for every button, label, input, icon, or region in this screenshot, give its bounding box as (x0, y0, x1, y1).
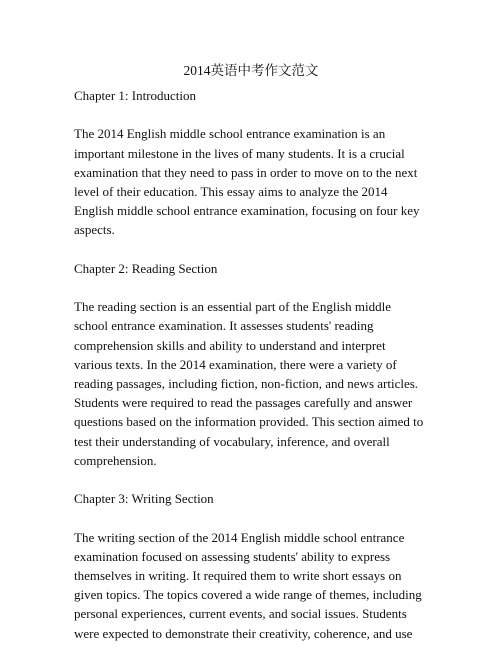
paragraph-line: important milestone in the lives of many students. It is a crucial (74, 145, 405, 161)
section-heading-reading: Chapter 2: Reading Section (74, 260, 218, 276)
paragraph-line: given topics. The topics covered a wide range of themes, including (74, 587, 422, 603)
section-heading-writing: Chapter 3: Writing Section (74, 491, 214, 507)
document-title: 2014英语中考作文范文 (183, 63, 319, 78)
paragraph-line: Students were required to read the passages carefully and answer (74, 395, 413, 411)
paragraph-line: English middle school entrance examination, focusing on four key (74, 203, 420, 219)
paragraph-line: examination focused on assessing students' ability to express (74, 548, 391, 564)
paragraph-line: The reading section is an essential part of the English middle (74, 299, 391, 315)
paragraph-line: examination that they need to pass in order to move on to the next (74, 164, 418, 180)
paragraph-line: questions based on the information provided. This section aimed to (74, 414, 424, 430)
section-paragraph-reading (74, 297, 436, 470)
section-paragraph-writing (74, 528, 436, 643)
paragraph-line: test their understanding of vocabulary, inference, and overall (74, 433, 390, 449)
paragraph-line: were expected to demonstrate their creativity, coherence, and use (74, 625, 413, 641)
document-body (74, 86, 436, 662)
paragraph-line: The 2014 English middle school entrance examination is an (74, 126, 386, 142)
paragraph-line: The writing section of the 2014 English middle school entrance (74, 529, 405, 545)
section-paragraph-introduction (74, 124, 436, 239)
paragraph-line: comprehension skills and ability to understand and interpret (74, 337, 386, 353)
section-heading-introduction: Chapter 1: Introduction (74, 88, 197, 103)
paragraph-line: personal experiences, current events, and social issues. Students (74, 606, 407, 622)
paragraph-line: themselves in writing. It required them to write short essays on (74, 568, 402, 583)
paragraph-line: various texts. In the 2014 examination, there were a variety of (74, 356, 397, 372)
paragraph-line: aspects. (74, 222, 115, 238)
paragraph-line: school entrance examination. It assesses students' reading (74, 318, 374, 334)
paragraph-line: reading passages, including fiction, non-fiction, and news articles. (74, 376, 419, 391)
paragraph-line: level of their education. This essay aims to analyze the 2014 (74, 184, 388, 199)
paragraph-line: comprehension. (74, 452, 157, 468)
